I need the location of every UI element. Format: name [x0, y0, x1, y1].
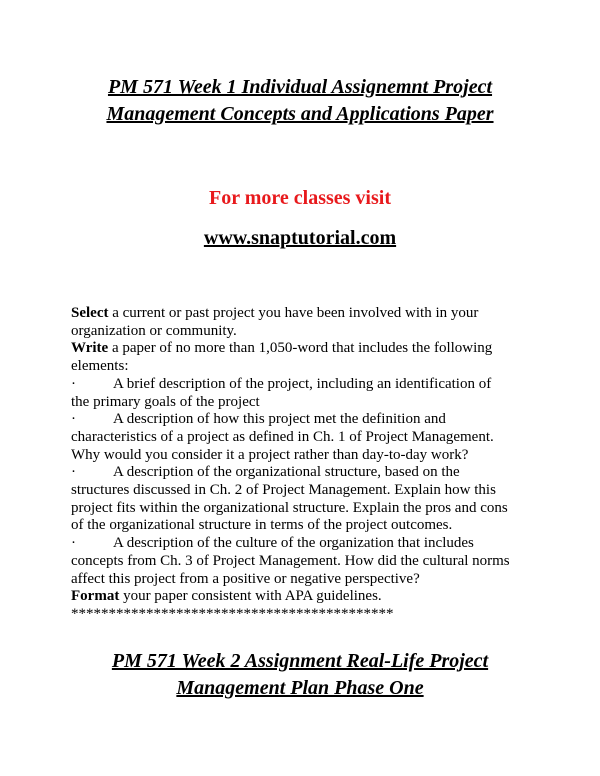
promo-text: For more classes visit	[208, 187, 391, 209]
bullet-text: structures discussed in Ch. 2 of Project Management. Explain how this	[71, 482, 496, 499]
bullet-item-2	[71, 411, 541, 464]
format-paragraph	[71, 588, 541, 606]
bullet-dot: ·	[71, 411, 76, 428]
bullet-item-1	[71, 376, 541, 411]
bullet-dot: ·	[71, 535, 76, 552]
select-text-2: organization or community.	[71, 322, 237, 339]
bullet-text: of the organizational structure in terms of the project outcomes.	[71, 517, 453, 534]
bullet-item-3	[71, 464, 541, 535]
bullet-text: the primary goals of the project	[71, 393, 260, 410]
assignment-body	[71, 305, 541, 624]
select-paragraph	[71, 305, 541, 323]
bullet-text: A description of how this project met the definition and	[113, 411, 446, 428]
bullet-text: A brief description of the project, including an identification of	[113, 375, 492, 392]
bullet-dot: ·	[71, 464, 76, 481]
select-label: Select	[71, 305, 109, 321]
next-section-title-line-1: PM 571 Week 2 Assignment Real-Life Project	[111, 650, 489, 672]
write-paragraph	[71, 340, 541, 358]
next-section-title-line-2: Management Plan Phase One	[176, 677, 424, 699]
promo-link[interactable]: www.snaptutorial.com	[203, 227, 397, 249]
next-section-title	[40, 648, 560, 702]
write-label: Write	[71, 340, 109, 357]
bullet-item-4	[71, 535, 541, 588]
write-text-1: a paper of no more than 1,050-word that includes the following	[108, 340, 493, 357]
bullet-text: project fits within the organizational structure. Explain the pros and cons	[71, 499, 508, 516]
bullet-text: concepts from Ch. 3 of Project Management. How did the cultural norms	[71, 552, 510, 569]
page-title-line-1: PM 571 Week 1 Individual Assignemnt Project	[107, 76, 493, 98]
bullet-text: characteristics of a project as defined in Ch. 1 of Project Management.	[71, 428, 494, 445]
format-label: Format	[71, 588, 120, 605]
page-title-line-2: Management Concepts and Applications Paper	[106, 103, 494, 125]
write-text-2: elements:	[71, 358, 129, 375]
bullet-text: affect this project from a positive or negative perspective?	[71, 570, 420, 587]
separator: *******************************************	[71, 605, 394, 622]
bullet-text: A description of the culture of the organization that includes	[113, 535, 474, 552]
page-title	[40, 74, 560, 128]
bullet-dot: ·	[71, 375, 76, 392]
bullet-text: A description of the organizational structure, based on the	[113, 464, 460, 481]
bullet-text: Why would you consider it a project rather than day-to-day work?	[71, 446, 469, 463]
format-text: your paper consistent with APA guidelines.	[119, 588, 382, 605]
select-text-1: a current or past project you have been involved with in your	[108, 305, 479, 321]
